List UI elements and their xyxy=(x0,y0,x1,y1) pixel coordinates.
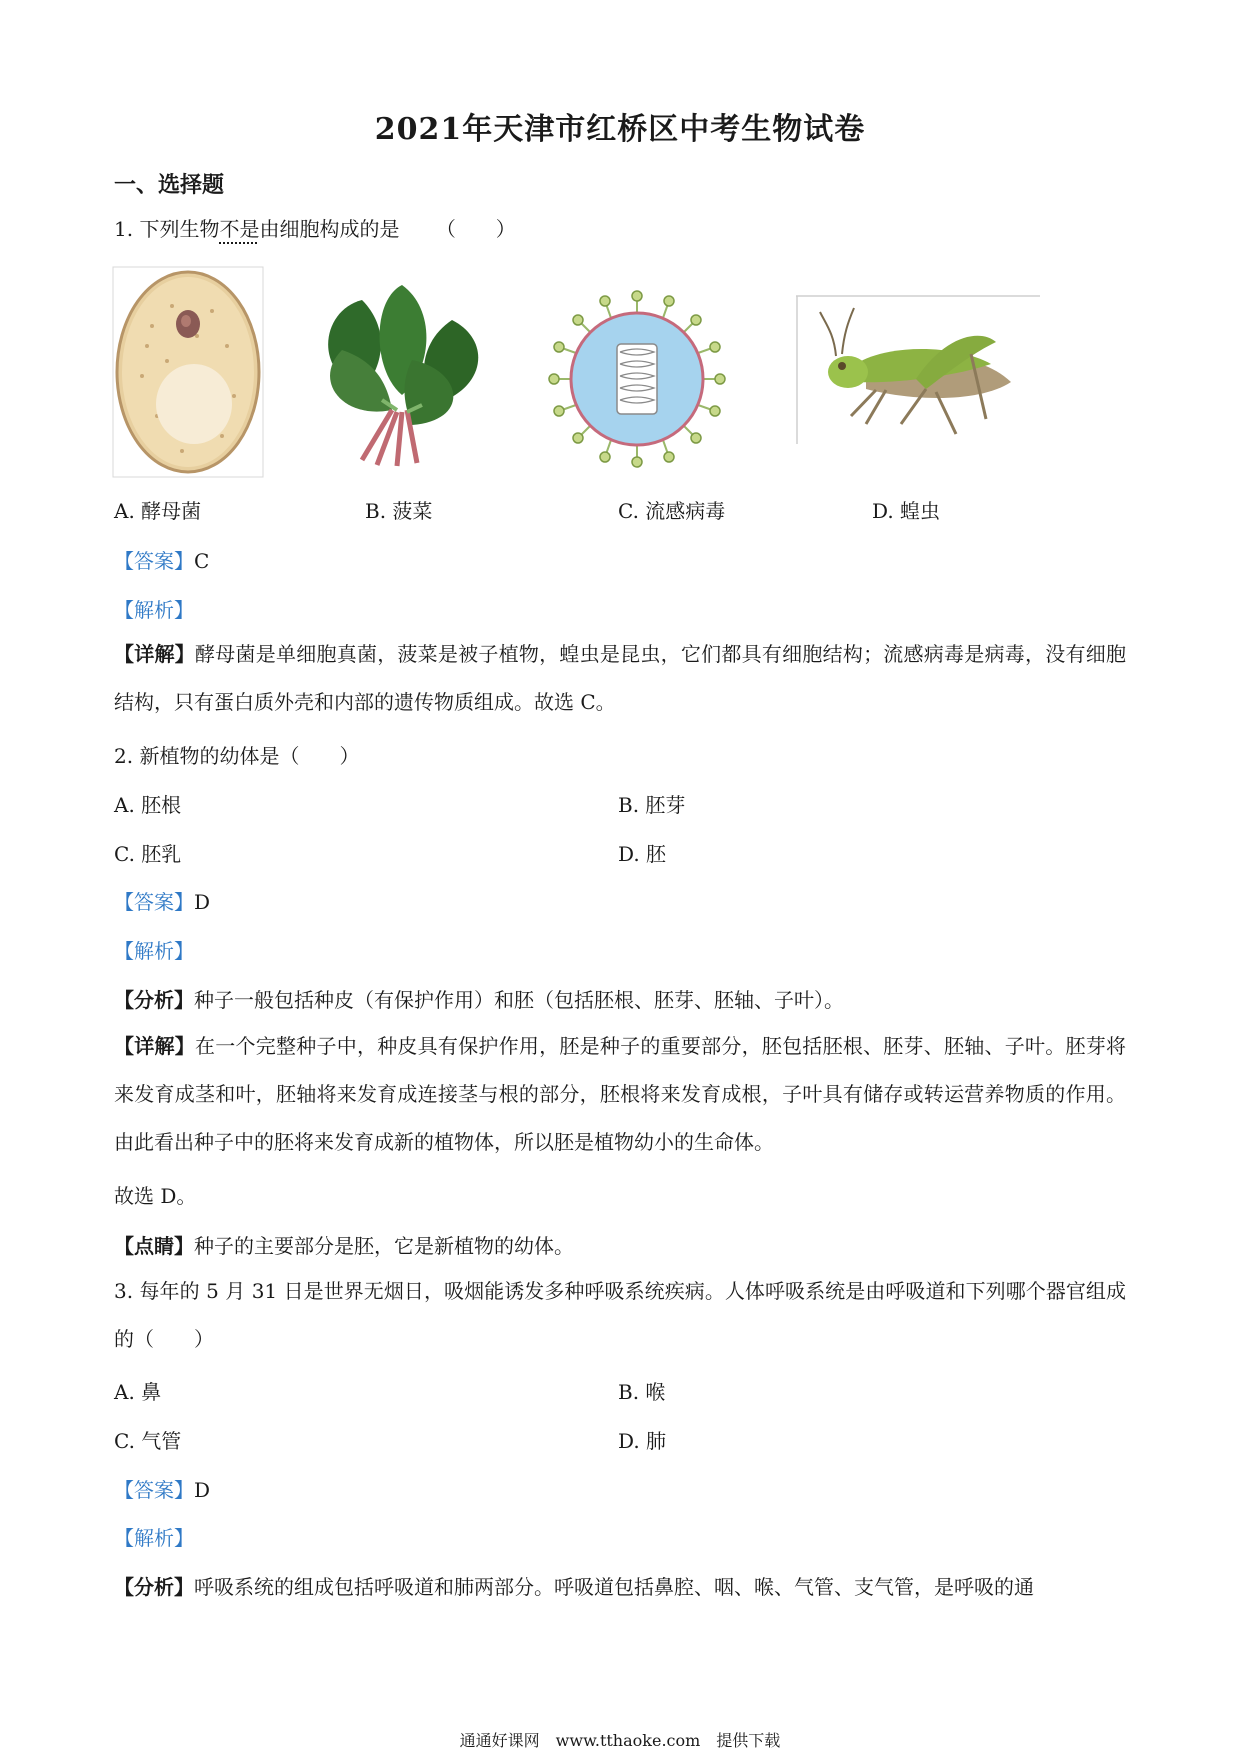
section-heading: 一、选择题 xyxy=(114,172,225,198)
dianjing-tag: 【点睛】 xyxy=(114,1234,194,1258)
q3-stem: 3. 每年的 5 月 31 日是世界无烟日，吸烟能诱发多种呼吸系统疾病。人体呼吸系统是由呼吸道和下列哪个器官组成的（ ） xyxy=(114,1279,1126,1351)
q2-answer xyxy=(114,886,210,915)
q1-stem-emphasis: 不是 xyxy=(219,217,260,241)
detail-tag: 【详解】 xyxy=(114,642,195,666)
q2-dianjing xyxy=(114,1230,574,1259)
page-title: 2021年天津市红桥区中考生物试卷 xyxy=(374,112,866,147)
influenza-virus-image xyxy=(548,290,726,468)
q2-conclusion: 故选 D。 xyxy=(114,1184,197,1208)
q3-answer xyxy=(114,1474,210,1503)
q1-option-c: C. 流感病毒 xyxy=(618,499,726,523)
spinach-image xyxy=(302,280,502,470)
q3-option-d: D. 肺 xyxy=(618,1429,667,1453)
detail-tag: 【详解】 xyxy=(114,1034,195,1058)
q3-fenxi xyxy=(114,1571,1034,1600)
q3-option-c: C. 气管 xyxy=(114,1429,182,1453)
q2-option-d: D. 胚 xyxy=(618,842,667,866)
yeast-cell-image xyxy=(112,266,264,478)
detail-text: 酵母菌是单细胞真菌，菠菜是被子植物，蝗虫是昆虫，它们都具有细胞结构；流感病毒是病毒，没有细胞结构，只有蛋白质外壳和内部的遗传物质组成。故选 C。 xyxy=(114,642,1127,714)
q1-stem-post: 由细胞构成的是 xyxy=(259,217,400,241)
page-footer: 通通好课网 www.tthaoke.com 提供下载 xyxy=(459,1731,781,1750)
q1-detail xyxy=(114,630,1126,726)
q2-detail xyxy=(114,1022,1126,1166)
fenxi-text: 种子一般包括种皮（有保护作用）和胚（包括胚根、胚芽、胚轴、子叶）。 xyxy=(194,988,844,1012)
q3-option-b: B. 喉 xyxy=(618,1380,666,1404)
q1-stem xyxy=(114,213,516,242)
detail-text: 在一个完整种子中，种皮具有保护作用，胚是种子的重要部分，胚包括胚根、胚芽、胚轴、子叶。胚芽将来发育成茎和叶，胚轴将来发育成连接茎与根的部分，胚根将来发育成根，子叶具有储存或转运营养物质的作用。由此看出种子中的胚将来发育成新的植物体，所以胚是植物幼小的生命体。 xyxy=(114,1034,1127,1154)
q3-analysis-tag: 【解析】 xyxy=(114,1526,194,1550)
q1-option-b: B. 菠菜 xyxy=(365,499,433,523)
dianjing-text: 种子的主要部分是胚，它是新植物的幼体。 xyxy=(194,1234,574,1258)
answer-tag: 【答案】 xyxy=(114,1478,194,1502)
q1-answer xyxy=(114,545,209,574)
answer-value: C xyxy=(194,549,210,573)
q1-analysis-tag: 【解析】 xyxy=(114,598,194,622)
q1-paren: （ ） xyxy=(435,217,516,241)
fenxi-text: 呼吸系统的组成包括呼吸道和肺两部分。呼吸道包括鼻腔、咽、喉、气管、支气管，是呼吸的通 xyxy=(194,1575,1034,1599)
answer-tag: 【答案】 xyxy=(114,890,194,914)
answer-value: D xyxy=(194,890,211,914)
q1-option-a: A. 酵母菌 xyxy=(114,499,202,523)
q1-option-d: D. 蝗虫 xyxy=(872,499,941,523)
answer-tag: 【答案】 xyxy=(114,549,194,573)
q1-stem-pre: 1. 下列生物 xyxy=(114,217,220,241)
answer-value: D xyxy=(194,1478,211,1502)
q2-option-b: B. 胚芽 xyxy=(618,793,686,817)
fenxi-tag: 【分析】 xyxy=(114,988,194,1012)
q2-stem: 2. 新植物的幼体是（ ） xyxy=(114,744,360,768)
q2-option-a: A. 胚根 xyxy=(114,793,182,817)
q2-option-c: C. 胚乳 xyxy=(114,842,182,866)
q3-option-a: A. 鼻 xyxy=(114,1380,162,1404)
q2-analysis-tag: 【解析】 xyxy=(114,939,194,963)
grasshopper-image xyxy=(796,294,1040,450)
fenxi-tag: 【分析】 xyxy=(114,1575,194,1599)
q2-fenxi xyxy=(114,984,844,1013)
